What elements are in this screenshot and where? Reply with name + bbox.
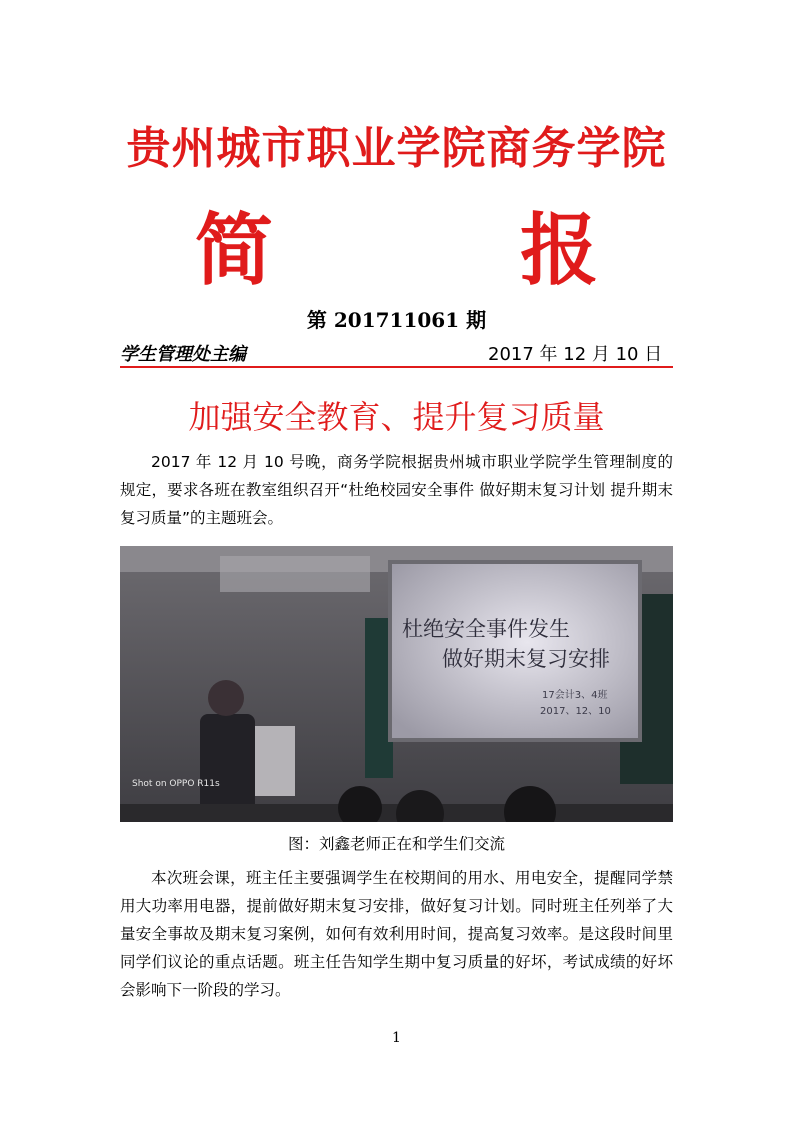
slide-class: 17会计3、4班 xyxy=(542,690,608,701)
publication-date: 2017 年 12 月 10 日 xyxy=(488,344,663,365)
slide-line-2: 做好期末复习安排 xyxy=(442,647,610,671)
teacher-head xyxy=(208,680,244,716)
header-divider xyxy=(120,366,673,368)
organization-title: 贵州城市职业学院商务学院 xyxy=(126,123,667,174)
slide-date: 2017、12、10 xyxy=(540,706,611,717)
issue-number: 第 201711061 期 xyxy=(306,308,487,332)
article-paragraph-1: 2017 年 12 月 10 号晚，商务学院根据贵州城市职业学院学生管理制度的规定，要求各班在教室组织召开“杜绝校园安全事件 做好期末复习计划 提升期末复习质量”的主题班会。 xyxy=(120,453,673,527)
slide-line-1: 杜绝安全事件发生 xyxy=(402,617,570,641)
teacher-figure xyxy=(200,714,255,814)
photo-caption: 图：刘鑫老师正在和学生们交流 xyxy=(287,835,505,853)
editor-label: 学生管理处主编 xyxy=(120,344,246,365)
bulletin-title: 简 报 xyxy=(194,205,709,296)
air-conditioner xyxy=(220,556,370,592)
article-paragraph-2: 本次班会课，班主任主要强调学生在校期间的用水、用电安全，提醒同学禁用大功率用电器，提前做好期末复习安排，做好复习计划。同时班主任列举了大量安全事故及期末复习案例，如何有效利用时间，提高复习效率。是这段时间里同学们议论的重点话题。班主任告知学生期中复习质量的好坏，考试成绩的好坏会影响下一阶段的学习。 xyxy=(120,869,673,999)
page-number: 1 xyxy=(392,1030,401,1046)
class-meeting-photo xyxy=(120,546,673,822)
lectern xyxy=(255,726,295,796)
photo-watermark: Shot on OPPO R11s xyxy=(132,779,220,789)
article-headline: 加强安全教育、提升复习质量 xyxy=(188,398,605,436)
